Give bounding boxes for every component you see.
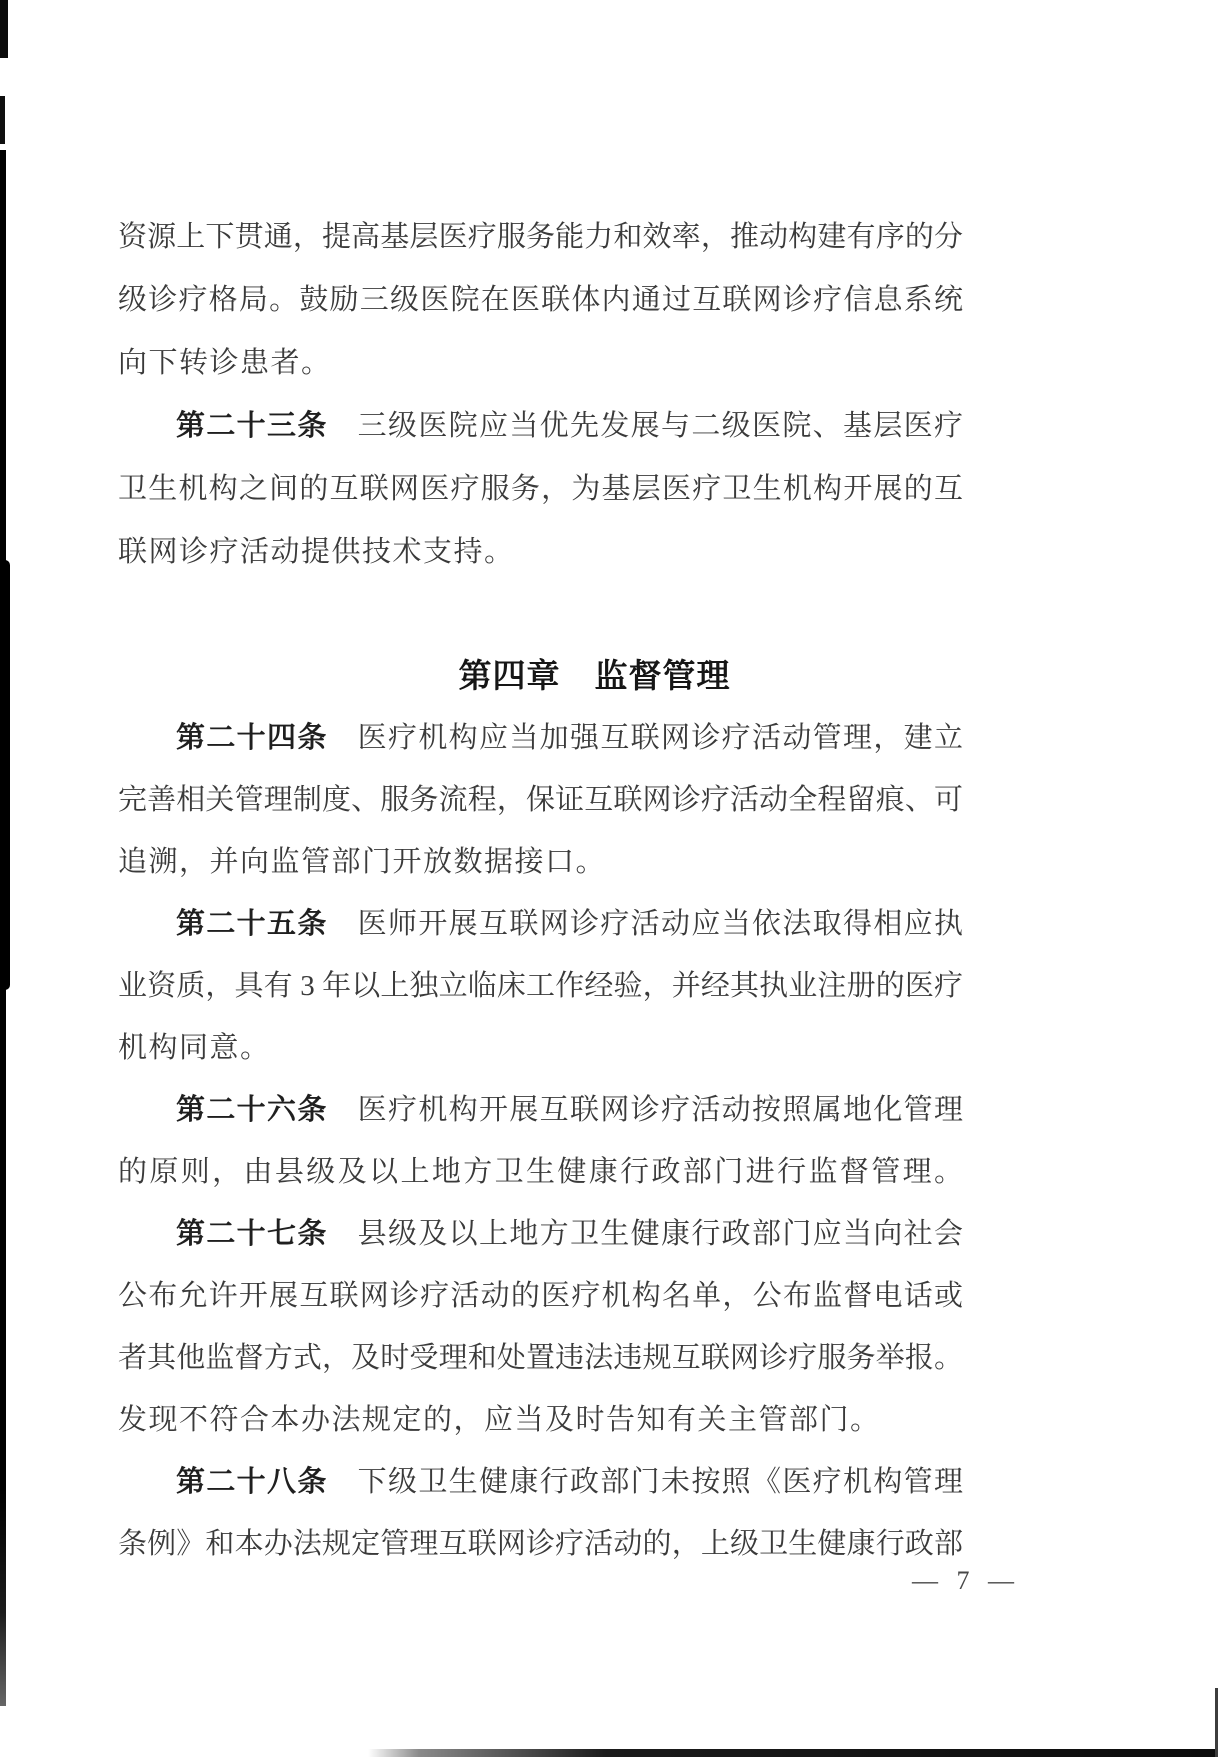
line-text: 卫生机构之间的互联网医疗服务，为基层医疗卫生机构开展的互 xyxy=(118,473,963,505)
line-text: 业资质，具有 3 年以上独立临床工作经验，并经其执业注册的医疗 xyxy=(118,970,963,1002)
page-number: — 7 — xyxy=(912,1566,1020,1595)
document-body xyxy=(118,206,963,1575)
article-number: 第二十五条 xyxy=(176,908,328,940)
text-line xyxy=(118,831,963,893)
section-continuation xyxy=(118,206,963,584)
text-line xyxy=(118,1327,963,1389)
text-line xyxy=(118,395,963,458)
text-line xyxy=(118,1513,963,1575)
chapter-heading: 第四章 监督管理 xyxy=(458,657,731,694)
text-line xyxy=(118,893,963,955)
scan-artifact-left-edge xyxy=(0,0,8,58)
line-text: 县级及以上地方卫生健康行政部门应当向社会 xyxy=(357,1218,963,1250)
text-line xyxy=(118,769,963,831)
text-line xyxy=(118,955,963,1017)
line-text: 三级医院应当优先发展与二级医院、基层医疗 xyxy=(357,410,963,442)
scan-artifact-left-edge xyxy=(0,560,10,990)
text-line xyxy=(118,206,963,269)
line-text: 联网诊疗活动提供技术支持。 xyxy=(118,536,515,568)
line-text: 医疗机构应当加强互联网诊疗活动管理，建立 xyxy=(357,722,963,754)
line-text: 发现不符合本办法规定的，应当及时告知有关主管部门。 xyxy=(118,1404,881,1436)
text-line xyxy=(118,1389,963,1451)
text-line xyxy=(118,269,963,332)
text-line xyxy=(118,1265,963,1327)
line-text: 级诊疗格局。鼓励三级医院在医联体内通过互联网诊疗信息系统 xyxy=(118,284,963,316)
text-line xyxy=(118,1079,963,1141)
article-number: 第二十七条 xyxy=(176,1218,328,1250)
text-line xyxy=(118,458,963,521)
text-line xyxy=(118,332,963,395)
line-text: 资源上下贯通，提高基层医疗服务能力和效率，推动构建有序的分 xyxy=(118,221,963,253)
line-text: 向下转诊患者。 xyxy=(118,347,332,379)
text-line xyxy=(118,1017,963,1079)
text-line xyxy=(118,1203,963,1265)
text-line xyxy=(118,707,963,769)
article-number: 第二十三条 xyxy=(176,410,328,442)
scan-artifact-left-edge xyxy=(0,96,5,144)
line-text: 医师开展互联网诊疗活动应当依法取得相应执 xyxy=(357,908,963,940)
line-text: 条例》和本办法规定管理互联网诊疗活动的，上级卫生健康行政部 xyxy=(118,1528,963,1560)
line-text: 医疗机构开展互联网诊疗活动按照属地化管理 xyxy=(357,1094,963,1126)
line-text: 者其他监督方式，及时受理和处置违法违规互联网诊疗服务举报。 xyxy=(118,1342,963,1374)
line-text: 公布允许开展互联网诊疗活动的医疗机构名单，公布监督电话或 xyxy=(118,1280,963,1312)
article-number: 第二十八条 xyxy=(176,1466,328,1498)
text-line xyxy=(118,521,963,584)
line-text: 追溯，并向监管部门开放数据接口。 xyxy=(118,846,607,878)
line-text: 完善相关管理制度、服务流程，保证互联网诊疗活动全程留痕、可 xyxy=(118,784,963,816)
line-text: 机构同意。 xyxy=(118,1032,271,1064)
text-line xyxy=(118,1451,963,1513)
section-supervision xyxy=(118,707,963,1575)
line-text: 下级卫生健康行政部门未按照《医疗机构管理 xyxy=(357,1466,963,1498)
scan-artifact-bottom-edge xyxy=(368,1749,1218,1757)
article-number: 第二十四条 xyxy=(176,722,328,754)
text-line xyxy=(118,1141,963,1203)
article-number: 第二十六条 xyxy=(176,1094,328,1126)
line-text: 的原则，由县级及以上地方卫生健康行政部门进行监督管理。 xyxy=(118,1156,963,1188)
